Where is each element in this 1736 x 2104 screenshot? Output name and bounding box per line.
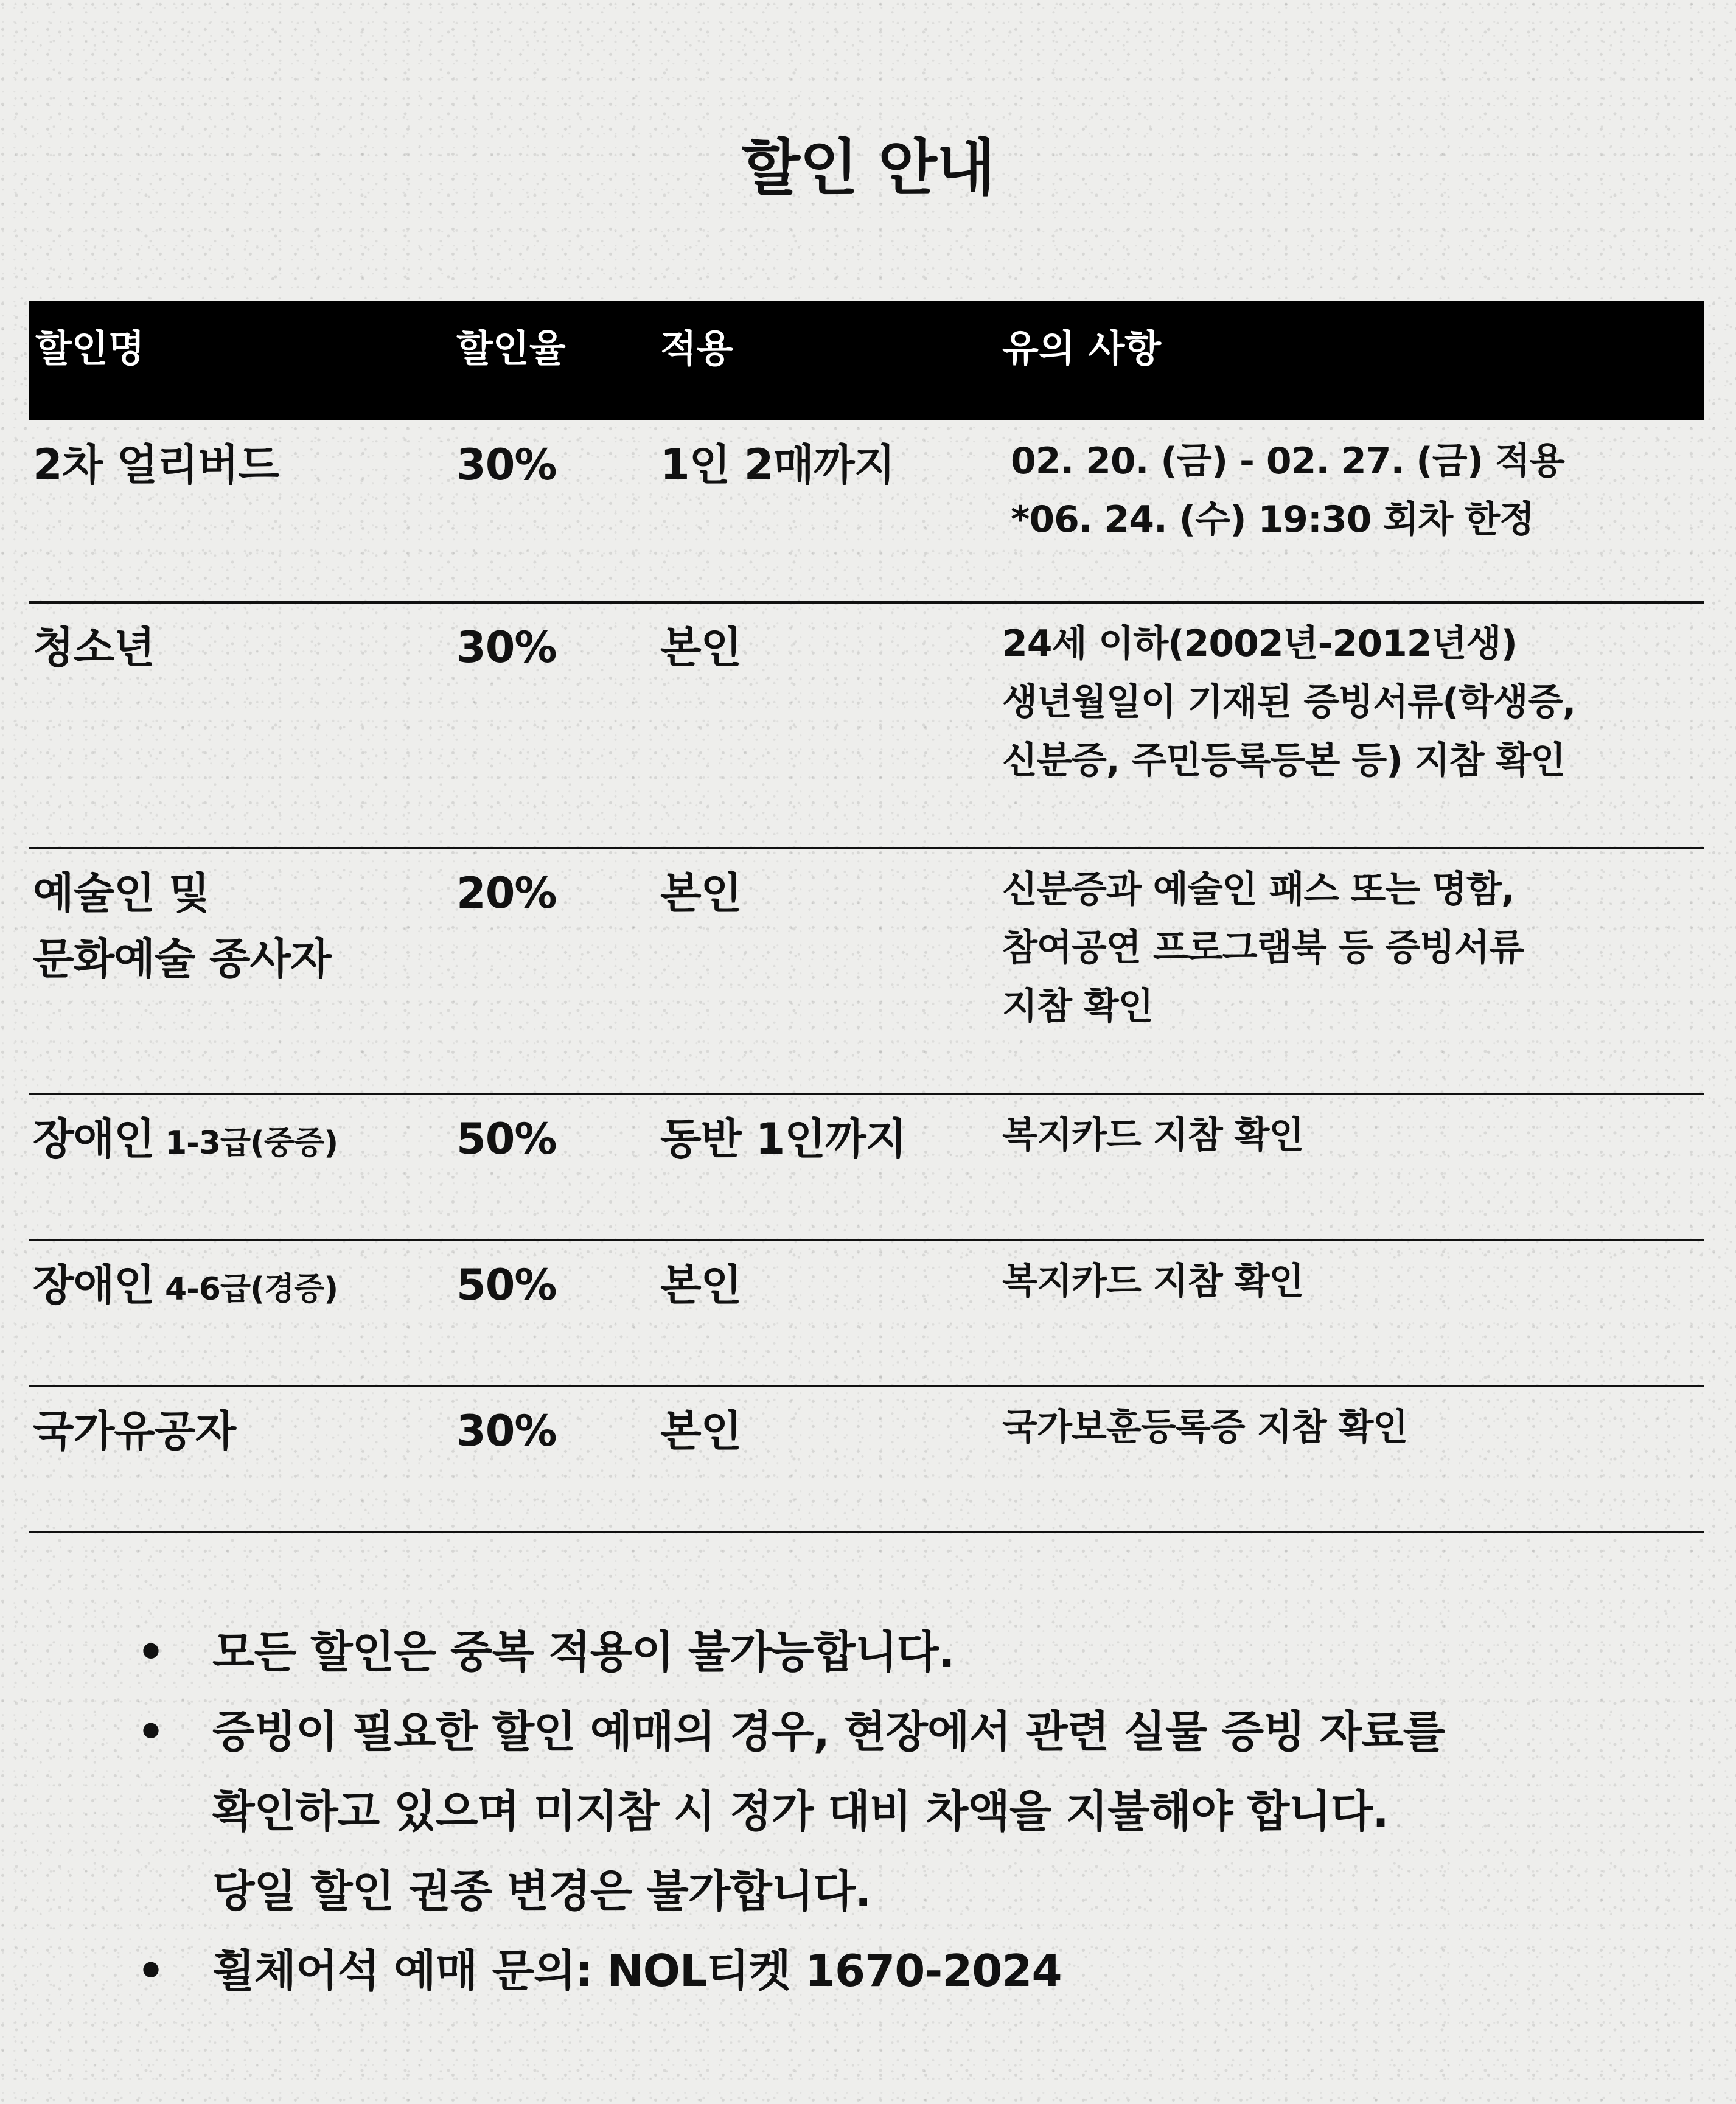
- discount-rate: 30%: [456, 440, 557, 490]
- discount-notes: [996, 432, 1704, 601]
- note-line: 복지카드 지참 확인: [1002, 1114, 1304, 1157]
- discount-name-line: 문화예술 종사자: [33, 934, 331, 984]
- note-line: 24세 이하(2002년-2012년생): [1002, 622, 1517, 665]
- discount-name-line: 예술인 및: [33, 868, 209, 918]
- discount-apply: 본인: [660, 1260, 742, 1310]
- discount-table: [29, 301, 1704, 1533]
- discount-name: [29, 432, 450, 601]
- note-line: *06. 24. (수) 19:30 회차 한정: [1011, 498, 1535, 541]
- list-item: [137, 1692, 1658, 1931]
- discount-notes: [996, 1106, 1704, 1239]
- discount-name-line: 장애인: [33, 1260, 155, 1310]
- list-item: [137, 1612, 1658, 1692]
- notice-line: 확인하고 있으며 미지참 시 정가 대비 차액을 지불해야 합니다.: [212, 1786, 1389, 1837]
- table-row: [29, 849, 1704, 1095]
- notice-line: 당일 할인 권종 변경은 불가합니다.: [212, 1865, 871, 1917]
- notice-line: 휠체어석 예매 문의: NOL티켓 1670-2024: [212, 1945, 1062, 1996]
- discount-name: [29, 615, 450, 847]
- page-title: 할인 안내: [741, 132, 995, 203]
- discount-apply: 본인: [660, 868, 742, 918]
- discount-rate: 20%: [456, 868, 557, 918]
- table-header: [29, 301, 1704, 420]
- note-line: 복지카드 지참 확인: [1002, 1260, 1304, 1303]
- discount-apply: 본인: [660, 622, 742, 672]
- bullet-icon: •: [137, 1945, 165, 1996]
- discount-name: [29, 1106, 450, 1239]
- discount-notes: [996, 860, 1704, 1093]
- header-discount-name: 할인명: [35, 326, 145, 371]
- bullet-icon: •: [137, 1626, 165, 1677]
- note-line: 신분증, 주민등록등본 등) 지참 확인: [1002, 739, 1566, 782]
- discount-name-line: 청소년: [33, 622, 155, 672]
- table-row: [29, 604, 1704, 849]
- discount-notes: [996, 615, 1704, 847]
- table-row: [29, 1241, 1704, 1387]
- discount-notes: [996, 1252, 1704, 1385]
- discount-apply: 1인 2매까지: [660, 440, 895, 490]
- discount-name-line: 장애인: [33, 1114, 155, 1164]
- discount-apply: 동반 1인까지: [660, 1114, 907, 1164]
- discount-name: [29, 860, 450, 1093]
- discount-rate: 50%: [456, 1260, 557, 1310]
- bullet-icon: •: [137, 1706, 165, 1757]
- note-line: 신분증과 예술인 패스 또는 명함,: [1002, 868, 1515, 911]
- header-discount-rate: 할인율: [456, 326, 566, 371]
- discount-grade: 4-6급(경증): [154, 1271, 338, 1308]
- discount-rate: 50%: [456, 1114, 557, 1164]
- discount-name: [29, 1398, 450, 1531]
- header-notes: 유의 사항: [1002, 326, 1162, 371]
- notice-list: [137, 1612, 1658, 2011]
- table-row: [29, 1095, 1704, 1241]
- discount-rate: 30%: [456, 1406, 557, 1456]
- note-line: 02. 20. (금) - 02. 27. (금) 적용: [1011, 440, 1564, 482]
- note-line: 국가보훈등록증 지참 확인: [1002, 1406, 1408, 1449]
- note-line: 생년월일이 기재된 증빙서류(학생증,: [1002, 681, 1576, 723]
- table-row: [29, 420, 1704, 604]
- note-line: 지참 확인: [1002, 985, 1153, 1028]
- header-apply: 적용: [660, 326, 733, 371]
- notice-line: 모든 할인은 중복 적용이 불가능합니다.: [212, 1626, 955, 1677]
- notice-line: 증빙이 필요한 할인 예매의 경우, 현장에서 관련 실물 증빙 자료를: [212, 1706, 1445, 1757]
- table-row: [29, 1387, 1704, 1533]
- discount-name-line: 국가유공자: [33, 1406, 236, 1456]
- discount-name-line: 2차 얼리버드: [33, 440, 279, 490]
- discount-grade: 1-3급(중증): [154, 1125, 338, 1162]
- discount-notes: [996, 1398, 1704, 1531]
- discount-apply: 본인: [660, 1406, 742, 1456]
- note-line: 참여공연 프로그램북 등 증빙서류: [1002, 927, 1524, 969]
- discount-rate: 30%: [456, 622, 557, 672]
- list-item: [137, 1931, 1658, 2011]
- discount-name: [29, 1252, 450, 1385]
